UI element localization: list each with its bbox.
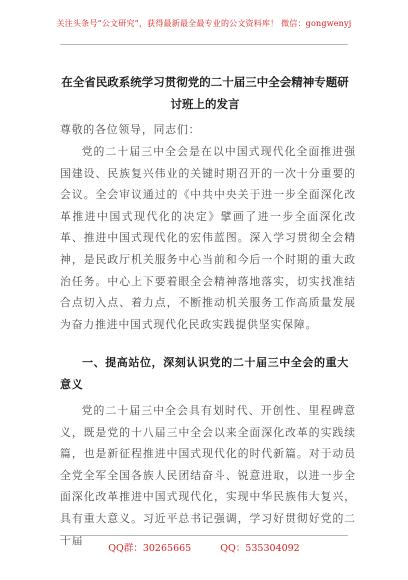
footer-divider — [60, 535, 348, 536]
section-heading: 一、提高站位，深刻认识党的二十届三中全会的重大意义 — [60, 356, 349, 391]
document-title: 在全省民政系统学习贯彻党的二十届三中全会精神专题研讨班上的发言 — [61, 75, 349, 111]
header-divider — [60, 44, 348, 45]
salutation: 尊敬的各位领导，同志们： — [60, 123, 201, 136]
footer-qq: QQ：535304092 — [220, 543, 300, 554]
header-banner: 关注头条号“公文研究”，获得最新最全最专业的公文资料库！ 微信：gongwenyj — [56, 19, 352, 28]
footer-qq-group: QQ群：30265665 — [108, 543, 192, 554]
paragraph-1: 党的二十届三中全会是在以中国式现代化全面推进强国建设、民族复兴伟业的关键时期召开的一次十分重要的会议。全会审议通过的《中共中央关于进一步全面深化改革推进中国式现代化的决定》擘画了进一步全面深化改革、推进中国式现代化的宏伟蓝图。深入学习贯彻全会精神，是民政厅机关服务中心当前和今后一个时期的重大政治任务。中心上下要着眼全会精神落地落实，切实找准结合点切入点、着力点，不断推动机关服务工作高质量发展为奋力推进中国式现代化民政实践提供坚实保障。 — [60, 145, 356, 331]
footer — [0, 540, 408, 554]
paragraph-2: 党的二十届三中全会具有划时代、开创性、里程碑意义，既是党的十八届三中全会以来全面深化改革的实践续篇，也是新征程推进中国式现代化的时代新篇。对于动员全党全军全国各族人民团结奋斗、锐意进取，以进一步全面深化改革推进中国式现代化，实现中华民族伟大复兴，具有重大意义。习近平总书记强调，学习好贯彻好党的二十届 — [60, 404, 356, 547]
